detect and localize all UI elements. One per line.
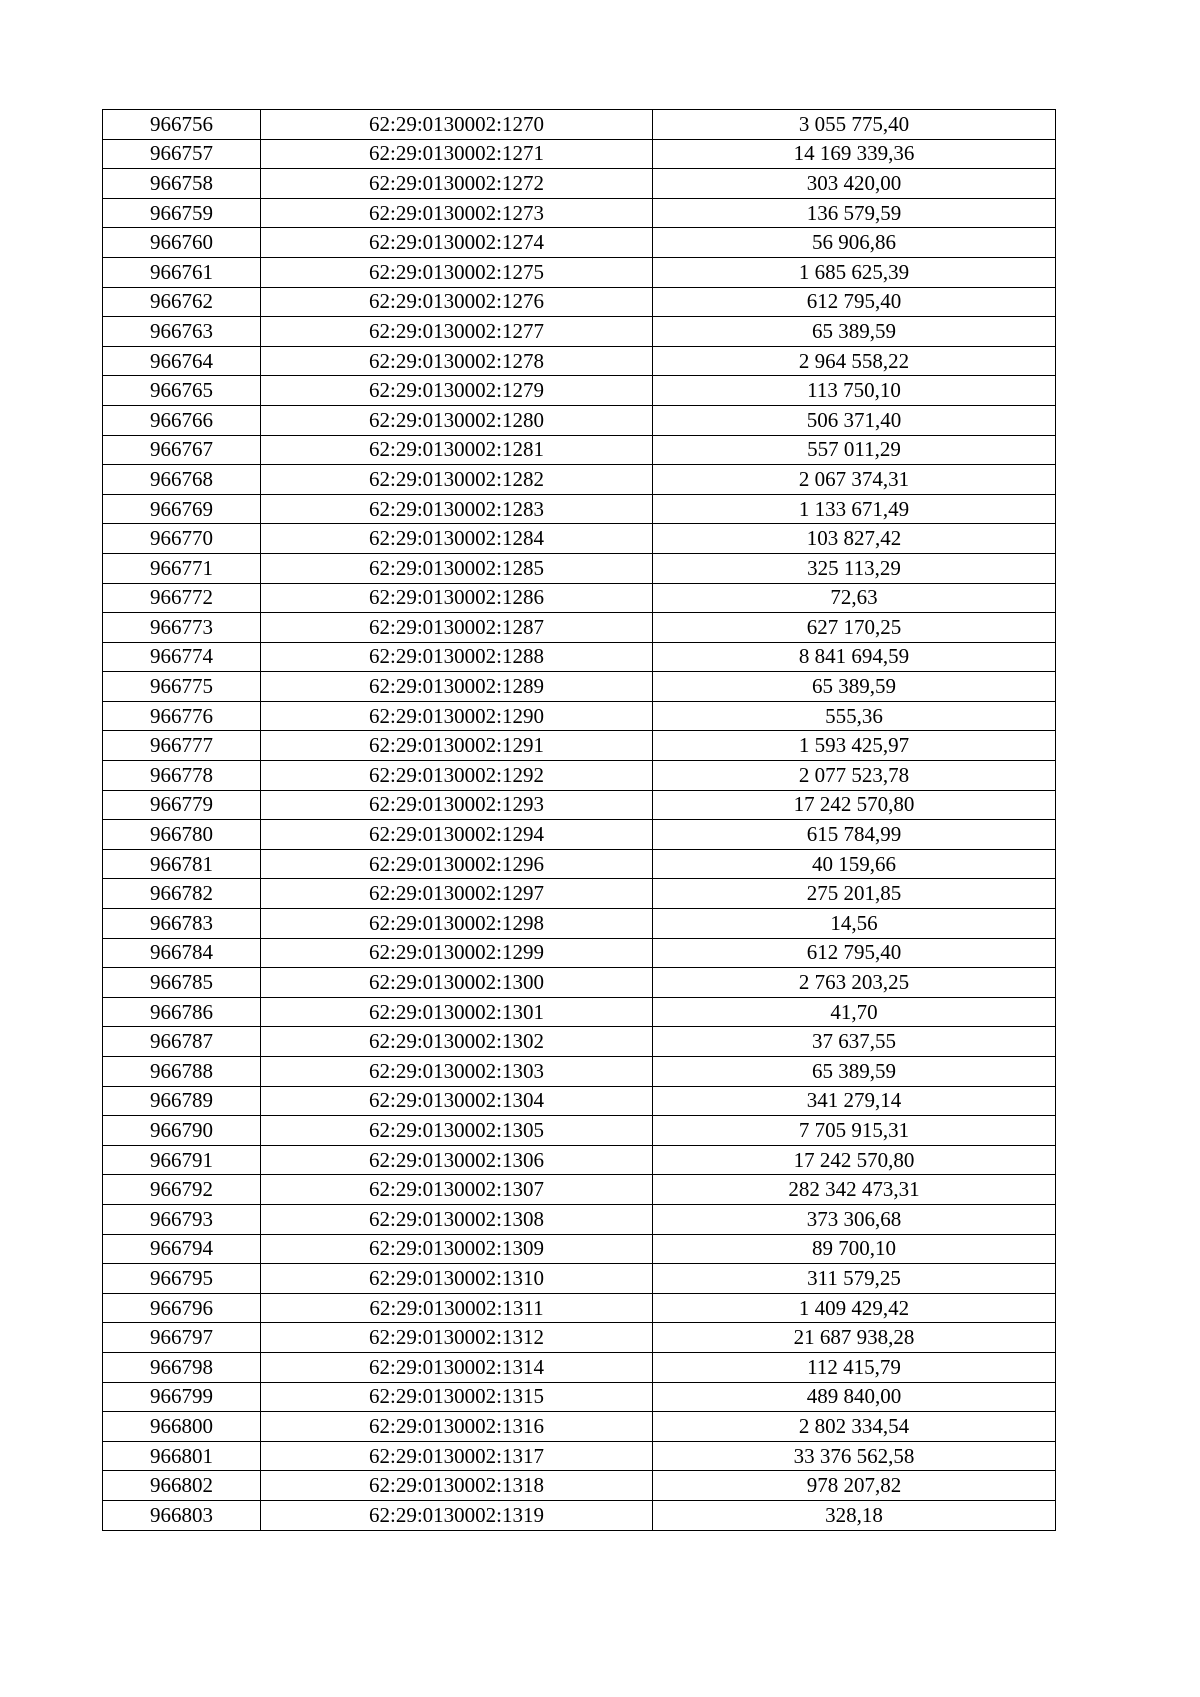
row-number-cell: 966782 bbox=[103, 879, 261, 909]
cadastral-number-cell: 62:29:0130002:1285 bbox=[261, 553, 653, 583]
row-number-cell: 966792 bbox=[103, 1175, 261, 1205]
table-row bbox=[103, 465, 1056, 495]
table-row bbox=[103, 1323, 1056, 1353]
table-row bbox=[103, 1234, 1056, 1264]
cadastral-value-cell: 1 593 425,97 bbox=[653, 731, 1056, 761]
cadastral-number-cell: 62:29:0130002:1296 bbox=[261, 849, 653, 879]
cadastral-number-cell: 62:29:0130002:1275 bbox=[261, 257, 653, 287]
cadastral-value-cell: 65 389,59 bbox=[653, 317, 1056, 347]
cadastral-number-cell: 62:29:0130002:1292 bbox=[261, 761, 653, 791]
row-number-cell: 966769 bbox=[103, 494, 261, 524]
row-number-cell: 966773 bbox=[103, 613, 261, 643]
cadastral-value-cell: 113 750,10 bbox=[653, 376, 1056, 406]
row-number-cell: 966783 bbox=[103, 909, 261, 939]
cadastral-value-cell: 341 279,14 bbox=[653, 1086, 1056, 1116]
cadastral-number-cell: 62:29:0130002:1302 bbox=[261, 1027, 653, 1057]
cadastral-value-cell: 555,36 bbox=[653, 701, 1056, 731]
cadastral-number-cell: 62:29:0130002:1310 bbox=[261, 1264, 653, 1294]
cadastral-number-cell: 62:29:0130002:1319 bbox=[261, 1500, 653, 1530]
cadastral-number-cell: 62:29:0130002:1282 bbox=[261, 465, 653, 495]
cadastral-number-cell: 62:29:0130002:1288 bbox=[261, 642, 653, 672]
row-number-cell: 966801 bbox=[103, 1441, 261, 1471]
table-row bbox=[103, 583, 1056, 613]
table-row bbox=[103, 524, 1056, 554]
cadastral-number-cell: 62:29:0130002:1306 bbox=[261, 1145, 653, 1175]
row-number-cell: 966794 bbox=[103, 1234, 261, 1264]
cadastral-value-cell: 40 159,66 bbox=[653, 849, 1056, 879]
cadastral-number-cell: 62:29:0130002:1315 bbox=[261, 1382, 653, 1412]
cadastral-value-cell: 489 840,00 bbox=[653, 1382, 1056, 1412]
row-number-cell: 966756 bbox=[103, 110, 261, 140]
row-number-cell: 966787 bbox=[103, 1027, 261, 1057]
cadastral-value-cell: 3 055 775,40 bbox=[653, 110, 1056, 140]
cadastral-value-cell: 612 795,40 bbox=[653, 287, 1056, 317]
table-row bbox=[103, 287, 1056, 317]
cadastral-number-cell: 62:29:0130002:1278 bbox=[261, 346, 653, 376]
cadastral-number-cell: 62:29:0130002:1284 bbox=[261, 524, 653, 554]
row-number-cell: 966763 bbox=[103, 317, 261, 347]
cadastral-value-cell: 1 409 429,42 bbox=[653, 1293, 1056, 1323]
cadastral-number-cell: 62:29:0130002:1280 bbox=[261, 405, 653, 435]
table-row bbox=[103, 672, 1056, 702]
table-row bbox=[103, 613, 1056, 643]
cadastral-number-cell: 62:29:0130002:1311 bbox=[261, 1293, 653, 1323]
cadastral-value-cell: 2 763 203,25 bbox=[653, 968, 1056, 998]
table-row bbox=[103, 169, 1056, 199]
cadastral-value-cell: 65 389,59 bbox=[653, 672, 1056, 702]
cadastral-number-cell: 62:29:0130002:1318 bbox=[261, 1471, 653, 1501]
cadastral-value-cell: 7 705 915,31 bbox=[653, 1116, 1056, 1146]
row-number-cell: 966785 bbox=[103, 968, 261, 998]
cadastral-value-cell: 2 067 374,31 bbox=[653, 465, 1056, 495]
cadastral-value-cell: 8 841 694,59 bbox=[653, 642, 1056, 672]
table-row bbox=[103, 938, 1056, 968]
table-row bbox=[103, 909, 1056, 939]
row-number-cell: 966791 bbox=[103, 1145, 261, 1175]
table-row bbox=[103, 1352, 1056, 1382]
table-row bbox=[103, 1175, 1056, 1205]
table-row bbox=[103, 968, 1056, 998]
cadastral-number-cell: 62:29:0130002:1301 bbox=[261, 997, 653, 1027]
table-row bbox=[103, 1204, 1056, 1234]
cadastral-number-cell: 62:29:0130002:1307 bbox=[261, 1175, 653, 1205]
cadastral-number-cell: 62:29:0130002:1281 bbox=[261, 435, 653, 465]
table-row bbox=[103, 228, 1056, 258]
cadastral-number-cell: 62:29:0130002:1304 bbox=[261, 1086, 653, 1116]
cadastral-value-cell: 2 964 558,22 bbox=[653, 346, 1056, 376]
row-number-cell: 966766 bbox=[103, 405, 261, 435]
cadastral-value-cell: 1 685 625,39 bbox=[653, 257, 1056, 287]
cadastral-value-cell: 103 827,42 bbox=[653, 524, 1056, 554]
cadastral-value-cell: 282 342 473,31 bbox=[653, 1175, 1056, 1205]
cadastral-number-cell: 62:29:0130002:1312 bbox=[261, 1323, 653, 1353]
cadastral-value-cell: 615 784,99 bbox=[653, 820, 1056, 850]
cadastral-number-cell: 62:29:0130002:1287 bbox=[261, 613, 653, 643]
cadastral-value-cell: 21 687 938,28 bbox=[653, 1323, 1056, 1353]
table-row bbox=[103, 997, 1056, 1027]
row-number-cell: 966790 bbox=[103, 1116, 261, 1146]
row-number-cell: 966762 bbox=[103, 287, 261, 317]
cadastral-number-cell: 62:29:0130002:1305 bbox=[261, 1116, 653, 1146]
cadastral-value-cell: 325 113,29 bbox=[653, 553, 1056, 583]
cadastral-number-cell: 62:29:0130002:1270 bbox=[261, 110, 653, 140]
row-number-cell: 966797 bbox=[103, 1323, 261, 1353]
cadastral-value-cell: 112 415,79 bbox=[653, 1352, 1056, 1382]
row-number-cell: 966803 bbox=[103, 1500, 261, 1530]
cadastral-value-cell: 136 579,59 bbox=[653, 198, 1056, 228]
cadastral-number-cell: 62:29:0130002:1300 bbox=[261, 968, 653, 998]
row-number-cell: 966760 bbox=[103, 228, 261, 258]
cadastral-number-cell: 62:29:0130002:1283 bbox=[261, 494, 653, 524]
table-row bbox=[103, 1264, 1056, 1294]
cadastral-number-cell: 62:29:0130002:1273 bbox=[261, 198, 653, 228]
table-row bbox=[103, 761, 1056, 791]
row-number-cell: 966799 bbox=[103, 1382, 261, 1412]
cadastral-number-cell: 62:29:0130002:1271 bbox=[261, 139, 653, 169]
row-number-cell: 966757 bbox=[103, 139, 261, 169]
row-number-cell: 966784 bbox=[103, 938, 261, 968]
row-number-cell: 966771 bbox=[103, 553, 261, 583]
row-number-cell: 966758 bbox=[103, 169, 261, 199]
cadastral-number-cell: 62:29:0130002:1317 bbox=[261, 1441, 653, 1471]
row-number-cell: 966796 bbox=[103, 1293, 261, 1323]
cadastral-value-cell: 2 077 523,78 bbox=[653, 761, 1056, 791]
table-row bbox=[103, 198, 1056, 228]
cadastral-value-cell: 41,70 bbox=[653, 997, 1056, 1027]
row-number-cell: 966778 bbox=[103, 761, 261, 791]
cadastral-number-cell: 62:29:0130002:1298 bbox=[261, 909, 653, 939]
row-number-cell: 966781 bbox=[103, 849, 261, 879]
cadastral-number-cell: 62:29:0130002:1289 bbox=[261, 672, 653, 702]
cadastral-value-cell: 37 637,55 bbox=[653, 1027, 1056, 1057]
cadastral-number-cell: 62:29:0130002:1279 bbox=[261, 376, 653, 406]
cadastral-number-cell: 62:29:0130002:1291 bbox=[261, 731, 653, 761]
table-row bbox=[103, 731, 1056, 761]
cadastral-value-cell: 627 170,25 bbox=[653, 613, 1056, 643]
cadastral-value-cell: 506 371,40 bbox=[653, 405, 1056, 435]
row-number-cell: 966776 bbox=[103, 701, 261, 731]
table-row bbox=[103, 110, 1056, 140]
row-number-cell: 966788 bbox=[103, 1057, 261, 1087]
table-row bbox=[103, 1500, 1056, 1530]
table-row bbox=[103, 701, 1056, 731]
row-number-cell: 966765 bbox=[103, 376, 261, 406]
cadastral-number-cell: 62:29:0130002:1294 bbox=[261, 820, 653, 850]
cadastral-value-cell: 275 201,85 bbox=[653, 879, 1056, 909]
row-number-cell: 966759 bbox=[103, 198, 261, 228]
row-number-cell: 966774 bbox=[103, 642, 261, 672]
row-number-cell: 966786 bbox=[103, 997, 261, 1027]
table-row bbox=[103, 257, 1056, 287]
cadastral-value-cell: 557 011,29 bbox=[653, 435, 1056, 465]
table-row bbox=[103, 553, 1056, 583]
cadastral-value-cell: 56 906,86 bbox=[653, 228, 1056, 258]
table-row bbox=[103, 1145, 1056, 1175]
table-row bbox=[103, 346, 1056, 376]
cadastral-number-cell: 62:29:0130002:1276 bbox=[261, 287, 653, 317]
table-row bbox=[103, 1412, 1056, 1442]
cadastral-value-cell: 17 242 570,80 bbox=[653, 790, 1056, 820]
row-number-cell: 966772 bbox=[103, 583, 261, 613]
table-row bbox=[103, 1293, 1056, 1323]
cadastral-value-cell: 17 242 570,80 bbox=[653, 1145, 1056, 1175]
table-body bbox=[103, 110, 1056, 1531]
cadastral-number-cell: 62:29:0130002:1303 bbox=[261, 1057, 653, 1087]
cadastral-number-cell: 62:29:0130002:1274 bbox=[261, 228, 653, 258]
cadastral-number-cell: 62:29:0130002:1272 bbox=[261, 169, 653, 199]
cadastral-number-cell: 62:29:0130002:1309 bbox=[261, 1234, 653, 1264]
cadastral-value-cell: 14 169 339,36 bbox=[653, 139, 1056, 169]
cadastral-value-cell: 612 795,40 bbox=[653, 938, 1056, 968]
table-row bbox=[103, 849, 1056, 879]
row-number-cell: 966789 bbox=[103, 1086, 261, 1116]
row-number-cell: 966761 bbox=[103, 257, 261, 287]
cadastral-value-cell: 978 207,82 bbox=[653, 1471, 1056, 1501]
table-row bbox=[103, 1027, 1056, 1057]
row-number-cell: 966793 bbox=[103, 1204, 261, 1234]
cadastral-value-cell: 14,56 bbox=[653, 909, 1056, 939]
row-number-cell: 966802 bbox=[103, 1471, 261, 1501]
row-number-cell: 966800 bbox=[103, 1412, 261, 1442]
cadastral-number-cell: 62:29:0130002:1286 bbox=[261, 583, 653, 613]
cadastral-number-cell: 62:29:0130002:1277 bbox=[261, 317, 653, 347]
table-row bbox=[103, 405, 1056, 435]
cadastral-value-cell: 89 700,10 bbox=[653, 1234, 1056, 1264]
table-row bbox=[103, 642, 1056, 672]
row-number-cell: 966798 bbox=[103, 1352, 261, 1382]
cadastral-value-cell: 2 802 334,54 bbox=[653, 1412, 1056, 1442]
table-row bbox=[103, 317, 1056, 347]
cadastral-number-cell: 62:29:0130002:1314 bbox=[261, 1352, 653, 1382]
table-row bbox=[103, 494, 1056, 524]
row-number-cell: 966767 bbox=[103, 435, 261, 465]
cadastral-number-cell: 62:29:0130002:1316 bbox=[261, 1412, 653, 1442]
row-number-cell: 966775 bbox=[103, 672, 261, 702]
table-row bbox=[103, 1086, 1056, 1116]
table-row bbox=[103, 1057, 1056, 1087]
row-number-cell: 966777 bbox=[103, 731, 261, 761]
table-row bbox=[103, 376, 1056, 406]
cadastral-number-cell: 62:29:0130002:1308 bbox=[261, 1204, 653, 1234]
cadastral-value-cell: 328,18 bbox=[653, 1500, 1056, 1530]
table-row bbox=[103, 435, 1056, 465]
cadastral-number-cell: 62:29:0130002:1290 bbox=[261, 701, 653, 731]
table-row bbox=[103, 879, 1056, 909]
cadastral-value-cell: 72,63 bbox=[653, 583, 1056, 613]
row-number-cell: 966768 bbox=[103, 465, 261, 495]
table-row bbox=[103, 139, 1056, 169]
table-row bbox=[103, 1116, 1056, 1146]
cadastral-value-cell: 65 389,59 bbox=[653, 1057, 1056, 1087]
table-row bbox=[103, 1441, 1056, 1471]
cadastral-value-cell: 373 306,68 bbox=[653, 1204, 1056, 1234]
table-row bbox=[103, 1471, 1056, 1501]
row-number-cell: 966780 bbox=[103, 820, 261, 850]
row-number-cell: 966770 bbox=[103, 524, 261, 554]
cadastral-value-cell: 303 420,00 bbox=[653, 169, 1056, 199]
cadastral-number-cell: 62:29:0130002:1293 bbox=[261, 790, 653, 820]
cadastral-value-cell: 33 376 562,58 bbox=[653, 1441, 1056, 1471]
cadastral-number-cell: 62:29:0130002:1297 bbox=[261, 879, 653, 909]
cadastral-value-cell: 311 579,25 bbox=[653, 1264, 1056, 1294]
row-number-cell: 966764 bbox=[103, 346, 261, 376]
row-number-cell: 966795 bbox=[103, 1264, 261, 1294]
cadastral-number-cell: 62:29:0130002:1299 bbox=[261, 938, 653, 968]
cadastral-value-cell: 1 133 671,49 bbox=[653, 494, 1056, 524]
table-row bbox=[103, 790, 1056, 820]
cadastral-value-table bbox=[102, 109, 1056, 1531]
table-row bbox=[103, 1382, 1056, 1412]
row-number-cell: 966779 bbox=[103, 790, 261, 820]
table-row bbox=[103, 820, 1056, 850]
